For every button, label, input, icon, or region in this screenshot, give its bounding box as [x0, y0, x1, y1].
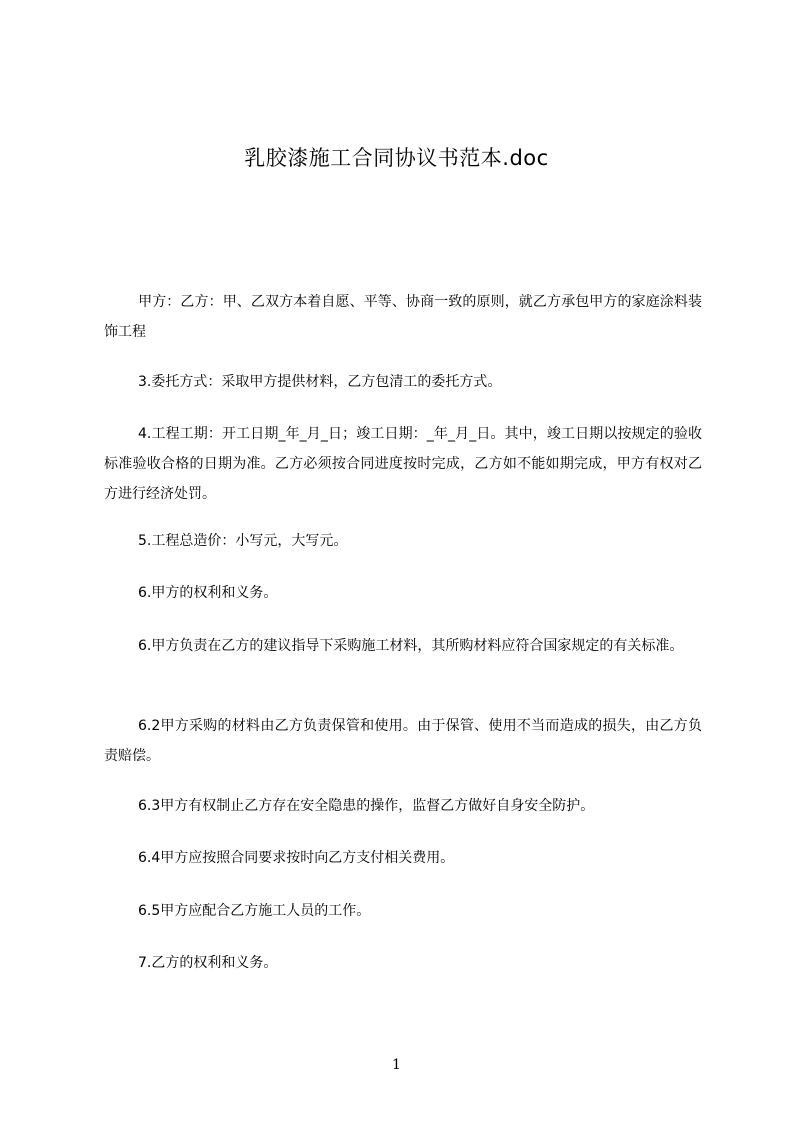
document-title: 乳胶漆施工合同协议书范本.doc: [244, 146, 549, 170]
page-number: 1: [392, 1057, 401, 1073]
paragraph-text: 6.甲方的权利和义务。: [138, 585, 278, 601]
paragraph-text: 3.委托方式：采取甲方提供材料，乙方包清工的委托方式。: [138, 374, 502, 390]
paragraph-text: 6.5甲方应配合乙方施工人员的工作。: [138, 903, 371, 919]
paragraph-6-2: [104, 711, 702, 771]
paragraph-6-4: [104, 843, 702, 873]
paragraph-text: 6.4甲方应按照合同要求按时向乙方支付相关费用。: [138, 850, 455, 866]
paragraph-party-b-rights: [104, 948, 702, 978]
paragraph-text: 4.工程工期：开工日期_年_月_日；竣工日期：_年_月_日。其中，竣工日期以按规定的验收标准验收合格的日期为准。乙方必须按合同进度按时完成，乙方如不能如期完成，甲方有权对乙方进行经济处罚。: [104, 426, 702, 502]
paragraph-text: 甲方：乙方：甲、乙双方本着自愿、平等、协商一致的原则，就乙方承包甲方的家庭涂料装饰工程: [104, 294, 702, 340]
paragraph-commission-method: [104, 367, 702, 397]
paragraph-text: 5.工程总造价：小写元，大写元。: [138, 533, 348, 549]
paragraph-text: 6.2甲方采购的材料由乙方负责保管和使用。由于保管、使用不当而造成的损失，由乙方负责赔偿。: [104, 718, 702, 764]
paragraph-text: 6.甲方负责在乙方的建议指导下采购施工材料，其所购材料应符合国家规定的有关标准。: [138, 638, 684, 654]
paragraph-text: 7.乙方的权利和义务。: [138, 955, 278, 971]
paragraph-text: 6.3甲方有权制止乙方存在安全隐患的操作，监督乙方做好自身安全防护。: [138, 798, 595, 814]
paragraph-6-5: [104, 896, 702, 926]
paragraph-construction-period: [104, 419, 702, 509]
paragraph-total-cost: [104, 526, 702, 556]
paragraph-6-1: [104, 631, 702, 661]
paragraph-party-a-rights: [104, 578, 702, 608]
paragraph-6-3: [104, 791, 702, 821]
paragraph-parties: [104, 287, 702, 347]
